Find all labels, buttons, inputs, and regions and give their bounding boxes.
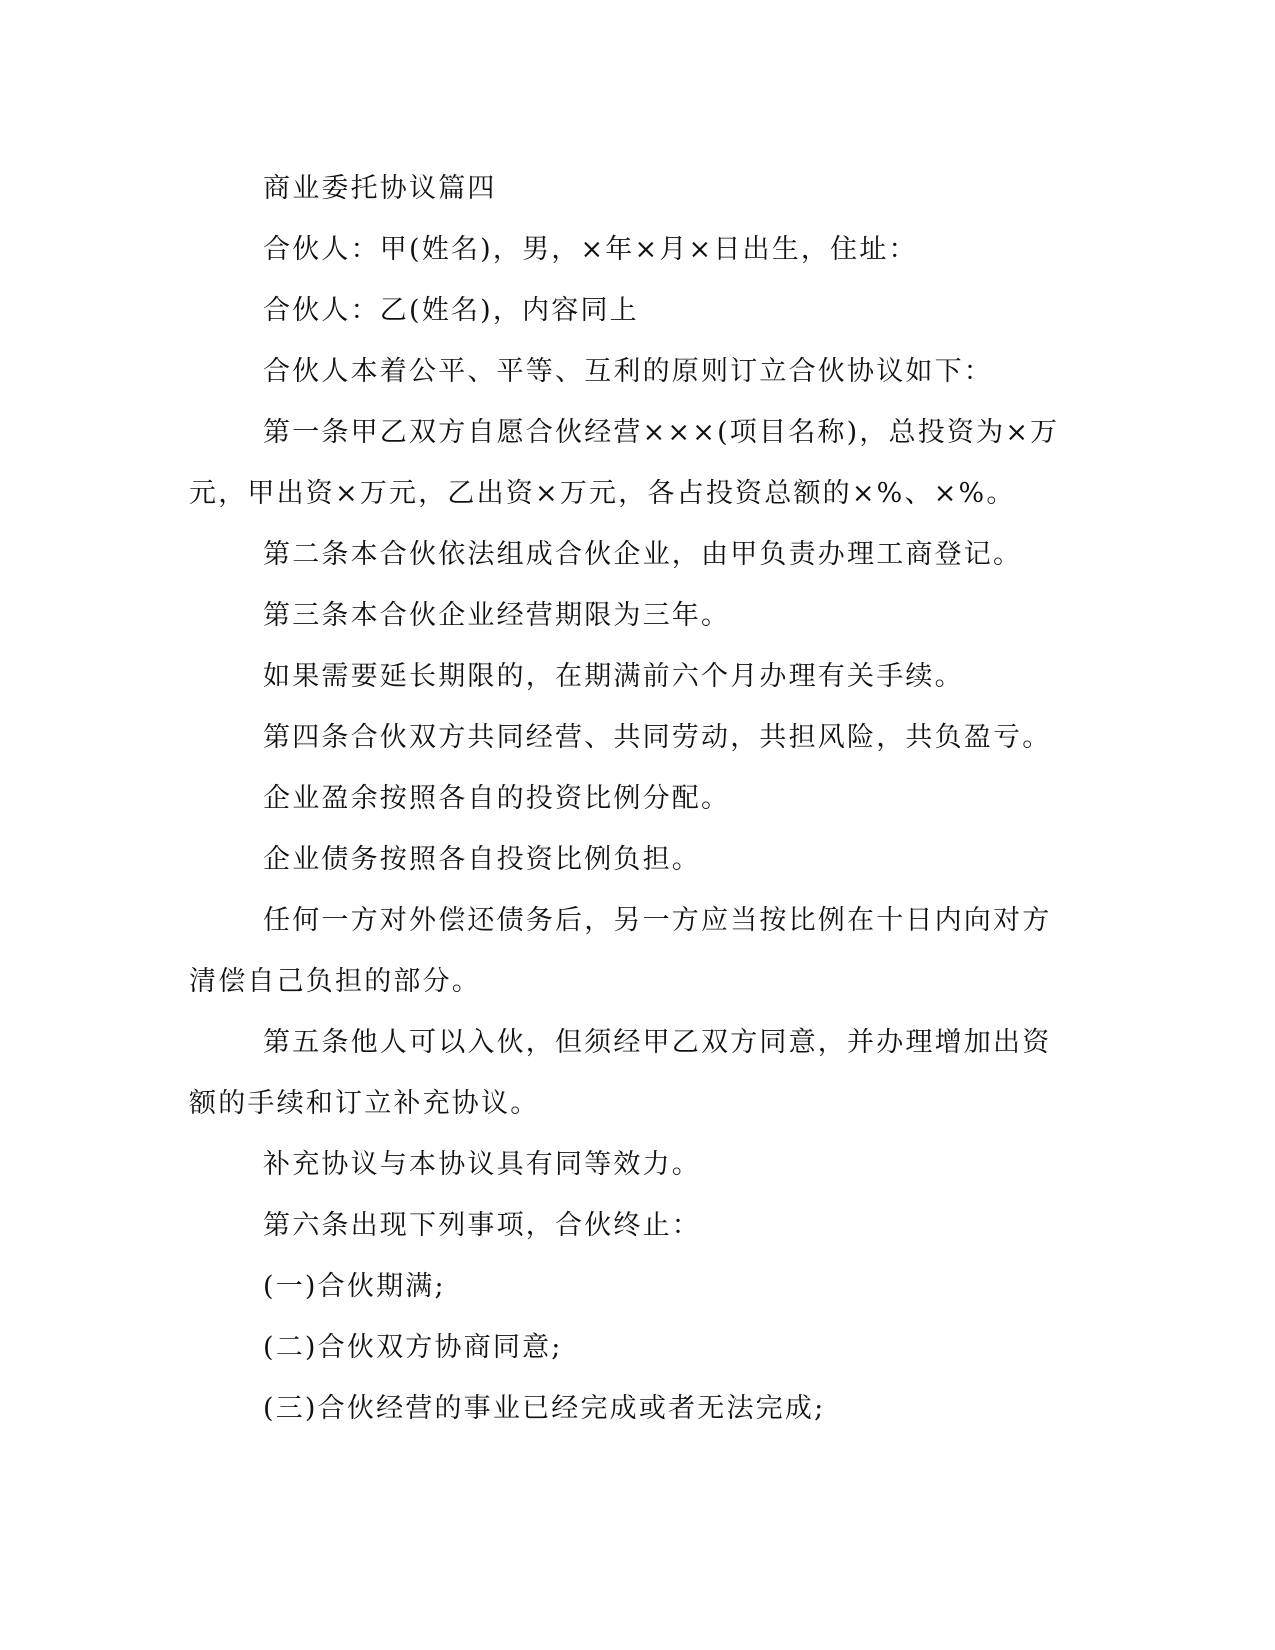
- article-6-item-2: (二)合伙双方协商同意;: [263, 1332, 563, 1363]
- article-3: 第三条本合伙企业经营期限为三年。: [263, 600, 731, 631]
- document-title: 商业委托协议篇四: [263, 173, 497, 204]
- article-3-extension: 如果需要延长期限的，在期满前六个月办理有关手续。: [263, 661, 964, 692]
- article-1: 第一条甲乙双方自愿合伙经营×××(项目名称)，总投资为×万元，甲出资×万元，乙出资×万元，各占投资总额的×%、×%。: [189, 417, 1060, 509]
- article-4: 第四条合伙双方共同经营、共同劳动，共担风险，共负盈亏。: [263, 722, 1052, 753]
- article-6-item-3: (三)合伙经营的事业已经完成或者无法完成;: [263, 1393, 826, 1424]
- article-6: 第六条出现下列事项，合伙终止：: [263, 1210, 701, 1241]
- document-body: [189, 158, 1069, 1439]
- article-4-profit: 企业盈余按照各自的投资比例分配。: [263, 783, 731, 814]
- article-5-supplement: 补充协议与本协议具有同等效力。: [263, 1149, 701, 1180]
- partner-b-info: 合伙人：乙(姓名)，内容同上: [263, 295, 639, 326]
- article-2: 第二条本合伙依法组成合伙企业，由甲负责办理工商登记。: [263, 539, 1023, 570]
- partner-a-info: 合伙人：甲(姓名)，男，×年×月×日出生，住址：: [263, 234, 918, 265]
- article-4-repayment: 任何一方对外偿还债务后，另一方应当按比例在十日内向对方清偿自己负担的部分。: [189, 905, 1052, 997]
- article-6-item-1: (一)合伙期满;: [263, 1271, 446, 1302]
- article-4-debt: 企业债务按照各自投资比例负担。: [263, 844, 701, 875]
- agreement-intro: 合伙人本着公平、平等、互利的原则订立合伙协议如下：: [263, 356, 993, 387]
- article-5: 第五条他人可以入伙，但须经甲乙双方同意，并办理增加出资额的手续和订立补充协议。: [189, 1027, 1052, 1119]
